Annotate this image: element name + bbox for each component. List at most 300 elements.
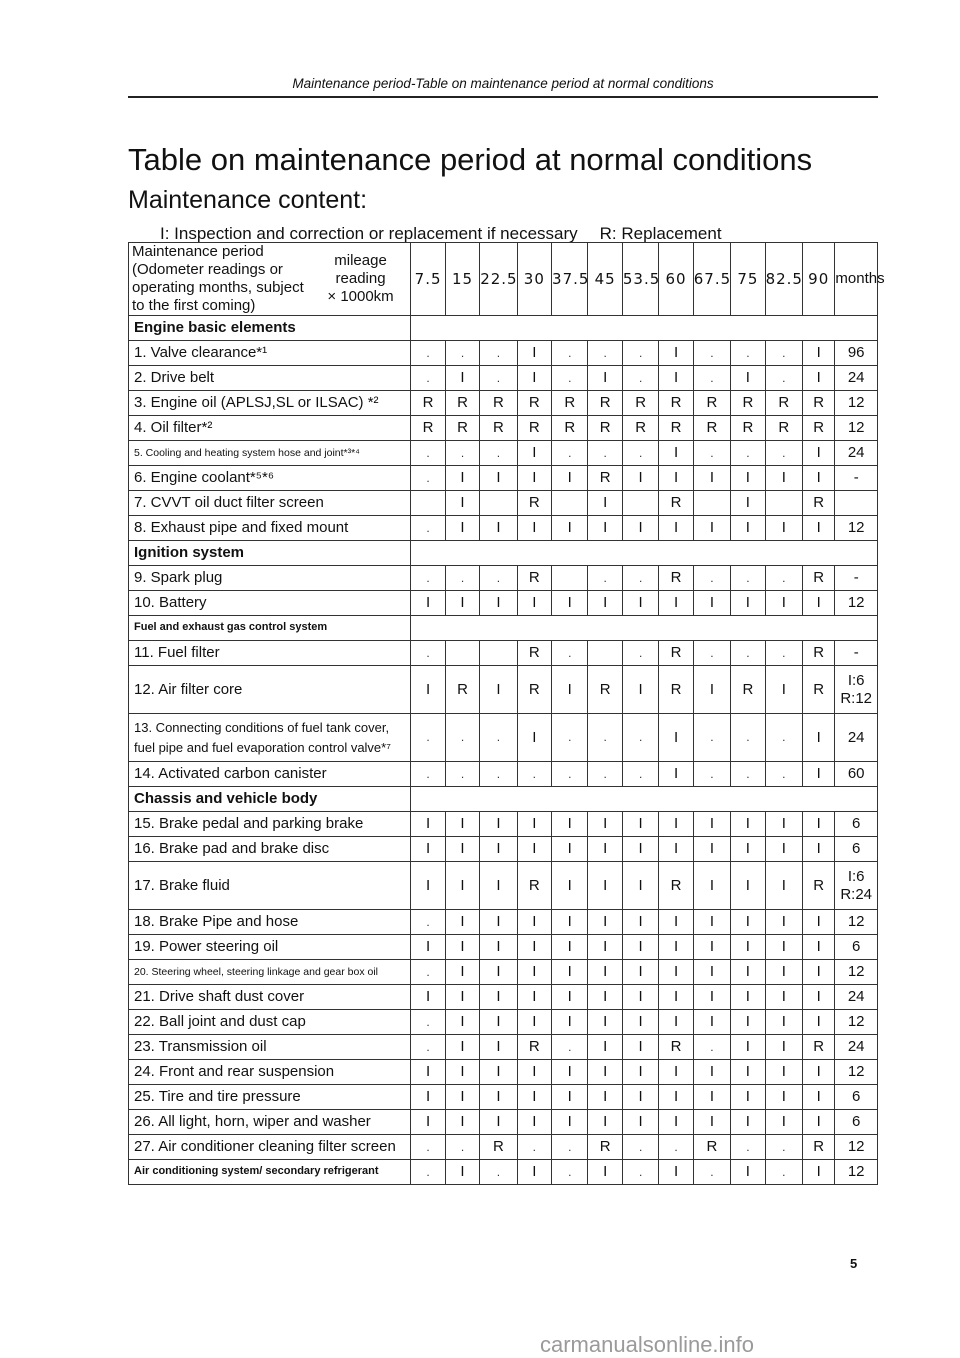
- item-label: 26. All light, horn, wiper and washer: [129, 1110, 411, 1135]
- schedule-cell: R: [765, 391, 802, 416]
- schedule-cell: I: [588, 837, 622, 862]
- schedule-cell: I: [588, 1110, 622, 1135]
- schedule-cell: I: [480, 812, 517, 837]
- schedule-cell: I: [411, 837, 445, 862]
- schedule-cell: .: [411, 1035, 445, 1060]
- section-blank: [411, 616, 878, 641]
- schedule-cell: I: [731, 935, 765, 960]
- schedule-cell: I: [731, 837, 765, 862]
- schedule-cell: .: [622, 366, 658, 391]
- schedule-cell: .: [445, 714, 479, 762]
- schedule-cell: .: [517, 1135, 551, 1160]
- schedule-cell: I: [803, 762, 835, 787]
- schedule-cell: I: [622, 935, 658, 960]
- schedule-cell: R: [588, 1135, 622, 1160]
- schedule-cell: I: [588, 491, 622, 516]
- schedule-cell: .: [445, 341, 479, 366]
- maintenance-table: [128, 242, 885, 1185]
- schedule-cell: R: [803, 391, 835, 416]
- schedule-cell: I: [803, 441, 835, 466]
- schedule-cell: I: [659, 935, 693, 960]
- schedule-cell: I: [445, 1035, 479, 1060]
- schedule-cell: .: [480, 762, 517, 787]
- schedule-cell: .: [693, 714, 730, 762]
- schedule-cell: I: [803, 341, 835, 366]
- schedule-cell: .: [517, 762, 551, 787]
- schedule-cell: R: [803, 416, 835, 441]
- schedule-cell: I: [588, 910, 622, 935]
- schedule-cell: .: [552, 366, 588, 391]
- schedule-cell: I: [411, 1110, 445, 1135]
- item-label: 22. Ball joint and dust cap: [129, 1010, 411, 1035]
- schedule-cell: R: [517, 666, 551, 714]
- schedule-cell: I: [411, 935, 445, 960]
- schedule-cell: I: [480, 910, 517, 935]
- schedule-cell: I: [693, 812, 730, 837]
- months-cell: 12: [835, 960, 878, 985]
- schedule-cell: I: [659, 341, 693, 366]
- schedule-cell: I: [803, 714, 835, 762]
- schedule-cell: [552, 491, 588, 516]
- schedule-cell: .: [622, 341, 658, 366]
- schedule-cell: I: [803, 366, 835, 391]
- months-cell: 6: [835, 837, 878, 862]
- months-cell: 24: [835, 366, 878, 391]
- months-cell: 12: [835, 416, 878, 441]
- schedule-cell: .: [445, 1135, 479, 1160]
- table-row: [129, 910, 878, 935]
- schedule-cell: .: [765, 566, 802, 591]
- schedule-cell: R: [693, 391, 730, 416]
- section-blank: [411, 541, 878, 566]
- schedule-cell: .: [622, 762, 658, 787]
- schedule-cell: .: [411, 960, 445, 985]
- schedule-cell: I: [480, 862, 517, 910]
- schedule-cell: I: [693, 1085, 730, 1110]
- schedule-cell: I: [480, 1110, 517, 1135]
- item-label: 23. Transmission oil: [129, 1035, 411, 1060]
- schedule-cell: I: [622, 837, 658, 862]
- table-row: [129, 985, 878, 1010]
- schedule-cell: .: [552, 762, 588, 787]
- schedule-cell: .: [445, 441, 479, 466]
- schedule-cell: I: [765, 666, 802, 714]
- schedule-cell: I: [552, 960, 588, 985]
- schedule-cell: .: [765, 1160, 802, 1185]
- table-row: [129, 714, 878, 762]
- table-row: [129, 1060, 878, 1085]
- schedule-cell: .: [411, 641, 445, 666]
- schedule-cell: R: [445, 416, 479, 441]
- months-cell: [835, 491, 878, 516]
- schedule-cell: I: [445, 491, 479, 516]
- schedule-cell: I: [659, 812, 693, 837]
- months-cell: 12: [835, 516, 878, 541]
- schedule-cell: I: [731, 491, 765, 516]
- table-row: [129, 960, 878, 985]
- schedule-cell: I: [731, 1010, 765, 1035]
- schedule-cell: R: [731, 666, 765, 714]
- table-row: [129, 1135, 878, 1160]
- schedule-cell: I: [731, 366, 765, 391]
- schedule-cell: I: [659, 1160, 693, 1185]
- table-row: [129, 341, 878, 366]
- table-row: [129, 1035, 878, 1060]
- schedule-cell: I: [517, 516, 551, 541]
- item-label: 18. Brake Pipe and hose: [129, 910, 411, 935]
- months-cell: 12: [835, 1160, 878, 1185]
- schedule-cell: I: [622, 812, 658, 837]
- schedule-cell: .: [588, 714, 622, 762]
- section-row: [129, 316, 878, 341]
- schedule-cell: R: [588, 666, 622, 714]
- table-row: [129, 1085, 878, 1110]
- schedule-cell: I: [622, 1085, 658, 1110]
- schedule-cell: I: [480, 466, 517, 491]
- schedule-cell: .: [622, 1135, 658, 1160]
- schedule-cell: .: [411, 516, 445, 541]
- schedule-cell: I: [765, 1060, 802, 1085]
- section-label: Fuel and exhaust gas control system: [129, 616, 411, 641]
- schedule-cell: I: [731, 591, 765, 616]
- schedule-cell: I: [693, 666, 730, 714]
- months-cell: 12: [835, 591, 878, 616]
- mileage-header: 67.5: [693, 243, 730, 316]
- schedule-cell: R: [480, 1135, 517, 1160]
- schedule-cell: R: [588, 416, 622, 441]
- table-row: [129, 366, 878, 391]
- schedule-cell: .: [693, 341, 730, 366]
- schedule-cell: R: [659, 862, 693, 910]
- schedule-cell: R: [517, 862, 551, 910]
- schedule-cell: R: [517, 416, 551, 441]
- item-label: 17. Brake fluid: [129, 862, 411, 910]
- schedule-cell: R: [731, 391, 765, 416]
- legend-replacement: R: Replacement: [599, 224, 722, 243]
- schedule-cell: I: [552, 935, 588, 960]
- schedule-cell: I: [552, 516, 588, 541]
- schedule-cell: I: [517, 985, 551, 1010]
- schedule-cell: I: [765, 516, 802, 541]
- section-row: [129, 541, 878, 566]
- schedule-cell: I: [659, 985, 693, 1010]
- table-row: [129, 762, 878, 787]
- page-subtitle: Maintenance content:: [128, 186, 368, 214]
- mileage-header: 45: [588, 243, 622, 316]
- schedule-cell: I: [588, 1010, 622, 1035]
- schedule-cell: .: [765, 366, 802, 391]
- schedule-cell: I: [480, 1085, 517, 1110]
- schedule-cell: I: [659, 516, 693, 541]
- schedule-cell: R: [622, 391, 658, 416]
- page-number: 5: [850, 1256, 858, 1271]
- schedule-cell: [411, 491, 445, 516]
- schedule-cell: .: [765, 1135, 802, 1160]
- months-cell: -: [835, 566, 878, 591]
- schedule-cell: I: [411, 591, 445, 616]
- table-row: [129, 862, 878, 910]
- schedule-cell: I: [552, 1060, 588, 1085]
- schedule-cell: .: [411, 466, 445, 491]
- schedule-cell: I: [552, 985, 588, 1010]
- mileage-header: 60: [659, 243, 693, 316]
- schedule-cell: I: [552, 1085, 588, 1110]
- schedule-cell: R: [517, 491, 551, 516]
- mileage-line-1: mileage: [334, 252, 387, 269]
- schedule-cell: I: [517, 1160, 551, 1185]
- months-cell: 60: [835, 762, 878, 787]
- table-header-row: [129, 243, 878, 316]
- schedule-cell: I: [588, 935, 622, 960]
- schedule-cell: R: [803, 491, 835, 516]
- schedule-cell: R: [803, 666, 835, 714]
- item-label: 20. Steering wheel, steering linkage and gear box oil: [129, 960, 411, 985]
- item-label: 7. CVVT oil duct filter screen: [129, 491, 411, 516]
- schedule-cell: [588, 641, 622, 666]
- schedule-cell: I: [765, 1085, 802, 1110]
- schedule-cell: [693, 491, 730, 516]
- schedule-cell: .: [659, 1135, 693, 1160]
- schedule-cell: I: [659, 1060, 693, 1085]
- mileage-header: 7.5: [411, 243, 445, 316]
- schedule-cell: I: [480, 516, 517, 541]
- schedule-cell: I: [659, 1110, 693, 1135]
- schedule-cell: R: [803, 862, 835, 910]
- schedule-cell: .: [411, 341, 445, 366]
- schedule-cell: I: [622, 985, 658, 1010]
- item-label: 10. Battery: [129, 591, 411, 616]
- schedule-cell: I: [445, 591, 479, 616]
- schedule-cell: I: [445, 1160, 479, 1185]
- schedule-cell: .: [693, 566, 730, 591]
- item-label: 8. Exhaust pipe and fixed mount: [129, 516, 411, 541]
- schedule-cell: R: [803, 641, 835, 666]
- schedule-cell: .: [480, 714, 517, 762]
- item-label: 16. Brake pad and brake disc: [129, 837, 411, 862]
- schedule-cell: I: [659, 762, 693, 787]
- schedule-cell: I: [588, 1085, 622, 1110]
- schedule-cell: [765, 491, 802, 516]
- schedule-cell: R: [659, 1035, 693, 1060]
- schedule-cell: .: [693, 762, 730, 787]
- item-label: 15. Brake pedal and parking brake: [129, 812, 411, 837]
- mileage-header: 37.5: [552, 243, 588, 316]
- schedule-cell: I: [693, 1010, 730, 1035]
- table-row: [129, 566, 878, 591]
- table-row: [129, 491, 878, 516]
- schedule-cell: I: [659, 910, 693, 935]
- months-cell: 12: [835, 910, 878, 935]
- schedule-cell: .: [622, 1160, 658, 1185]
- schedule-cell: .: [765, 641, 802, 666]
- schedule-cell: R: [659, 491, 693, 516]
- schedule-cell: .: [622, 441, 658, 466]
- table-row: [129, 666, 878, 714]
- schedule-cell: I: [588, 1035, 622, 1060]
- schedule-cell: I: [765, 837, 802, 862]
- item-label: 27. Air conditioner cleaning filter screen: [129, 1135, 411, 1160]
- schedule-cell: R: [588, 391, 622, 416]
- schedule-cell: I: [659, 366, 693, 391]
- schedule-cell: I: [588, 516, 622, 541]
- schedule-cell: I: [659, 714, 693, 762]
- item-label: Air conditioning system/ secondary refrigerant: [129, 1160, 411, 1185]
- months-cell: 6: [835, 935, 878, 960]
- schedule-cell: R: [803, 566, 835, 591]
- schedule-cell: .: [731, 1135, 765, 1160]
- item-label: 3. Engine oil (APLSJ,SL or ILSAC) *²: [129, 391, 411, 416]
- table-row: [129, 416, 878, 441]
- schedule-cell: I: [517, 935, 551, 960]
- schedule-cell: [552, 566, 588, 591]
- schedule-cell: .: [552, 1135, 588, 1160]
- schedule-cell: R: [552, 416, 588, 441]
- schedule-cell: .: [480, 366, 517, 391]
- schedule-cell: I: [480, 1060, 517, 1085]
- schedule-cell: .: [731, 762, 765, 787]
- schedule-cell: I: [517, 1010, 551, 1035]
- schedule-cell: .: [445, 762, 479, 787]
- schedule-cell: I: [659, 960, 693, 985]
- legend-inspection: I: Inspection and correction or replacement if necessary: [160, 224, 578, 243]
- schedule-cell: .: [731, 641, 765, 666]
- table-row: [129, 591, 878, 616]
- item-label: 12. Air filter core: [129, 666, 411, 714]
- schedule-cell: .: [445, 566, 479, 591]
- mileage-header: 75: [731, 243, 765, 316]
- schedule-cell: I: [731, 1035, 765, 1060]
- schedule-cell: I: [552, 666, 588, 714]
- schedule-cell: .: [693, 1035, 730, 1060]
- schedule-cell: I: [765, 591, 802, 616]
- schedule-cell: I: [803, 1060, 835, 1085]
- schedule-cell: I: [803, 1010, 835, 1035]
- schedule-cell: I: [445, 910, 479, 935]
- watermark: carmanualsonline.info: [540, 1332, 755, 1357]
- schedule-cell: I: [803, 591, 835, 616]
- item-label: 11. Fuel filter: [129, 641, 411, 666]
- item-label: 14. Activated carbon canister: [129, 762, 411, 787]
- schedule-cell: .: [480, 566, 517, 591]
- schedule-cell: I: [552, 1110, 588, 1135]
- schedule-cell: I: [693, 837, 730, 862]
- period-label: Maintenance period (Odometer readings or operating months, subject to the first coming): [129, 243, 311, 316]
- schedule-cell: I: [765, 812, 802, 837]
- schedule-cell: I: [622, 1035, 658, 1060]
- schedule-cell: I: [445, 366, 479, 391]
- schedule-cell: R: [659, 391, 693, 416]
- schedule-cell: I: [731, 1110, 765, 1135]
- months-cell: 12: [835, 1010, 878, 1035]
- schedule-cell: I: [803, 935, 835, 960]
- schedule-cell: I: [588, 960, 622, 985]
- schedule-cell: .: [693, 441, 730, 466]
- schedule-cell: I: [622, 1010, 658, 1035]
- schedule-cell: I: [411, 1060, 445, 1085]
- schedule-cell: I: [445, 985, 479, 1010]
- schedule-cell: R: [659, 641, 693, 666]
- schedule-cell: I: [693, 910, 730, 935]
- schedule-cell: R: [445, 391, 479, 416]
- schedule-cell: I: [622, 1060, 658, 1085]
- schedule-cell: I: [517, 837, 551, 862]
- schedule-cell: I: [659, 591, 693, 616]
- schedule-cell: I: [552, 591, 588, 616]
- months-cell: -: [835, 641, 878, 666]
- schedule-cell: R: [517, 1035, 551, 1060]
- item-label: 13. Connecting conditions of fuel tank cover, fuel pipe and fuel evaporation control valve*⁷: [129, 714, 411, 762]
- schedule-cell: I: [517, 1085, 551, 1110]
- schedule-cell: I: [552, 910, 588, 935]
- schedule-cell: I: [552, 837, 588, 862]
- schedule-cell: .: [693, 1160, 730, 1185]
- schedule-cell: I: [588, 812, 622, 837]
- schedule-cell: I: [480, 591, 517, 616]
- schedule-cell: I: [731, 812, 765, 837]
- section-blank: [411, 316, 878, 341]
- schedule-cell: .: [622, 641, 658, 666]
- schedule-cell: I: [731, 1085, 765, 1110]
- schedule-cell: I: [731, 862, 765, 910]
- schedule-cell: .: [552, 714, 588, 762]
- schedule-cell: .: [411, 910, 445, 935]
- months-cell: 12: [835, 391, 878, 416]
- schedule-cell: I: [622, 666, 658, 714]
- legend: [160, 224, 722, 244]
- schedule-cell: I: [517, 1060, 551, 1085]
- schedule-cell: I: [480, 985, 517, 1010]
- schedule-cell: I: [480, 1010, 517, 1035]
- schedule-cell: I: [445, 837, 479, 862]
- schedule-cell: R: [659, 416, 693, 441]
- mileage-label: [311, 243, 411, 316]
- schedule-cell: I: [765, 862, 802, 910]
- schedule-cell: .: [552, 1035, 588, 1060]
- schedule-cell: .: [411, 762, 445, 787]
- months-cell: 24: [835, 714, 878, 762]
- schedule-cell: I: [731, 910, 765, 935]
- schedule-cell: I: [552, 862, 588, 910]
- schedule-cell: .: [480, 1160, 517, 1185]
- schedule-cell: .: [693, 641, 730, 666]
- page-title: Table on maintenance period at normal conditions: [128, 142, 813, 177]
- schedule-cell: I: [693, 862, 730, 910]
- schedule-cell: .: [588, 566, 622, 591]
- schedule-cell: I: [517, 366, 551, 391]
- schedule-cell: .: [411, 1010, 445, 1035]
- schedule-cell: I: [765, 1035, 802, 1060]
- table-row: [129, 516, 878, 541]
- months-header: months: [835, 243, 878, 316]
- schedule-cell: I: [445, 935, 479, 960]
- schedule-cell: [480, 641, 517, 666]
- table-row: [129, 1160, 878, 1185]
- mileage-line-3: × 1000km: [327, 288, 394, 305]
- schedule-cell: I: [803, 466, 835, 491]
- schedule-cell: .: [411, 366, 445, 391]
- months-cell: 6: [835, 1085, 878, 1110]
- schedule-cell: .: [480, 441, 517, 466]
- schedule-cell: .: [411, 714, 445, 762]
- schedule-cell: .: [731, 566, 765, 591]
- schedule-cell: I: [552, 812, 588, 837]
- schedule-cell: I: [693, 935, 730, 960]
- section-blank: [411, 787, 878, 812]
- schedule-cell: .: [411, 566, 445, 591]
- schedule-cell: I: [411, 1085, 445, 1110]
- schedule-cell: R: [693, 416, 730, 441]
- schedule-cell: R: [552, 391, 588, 416]
